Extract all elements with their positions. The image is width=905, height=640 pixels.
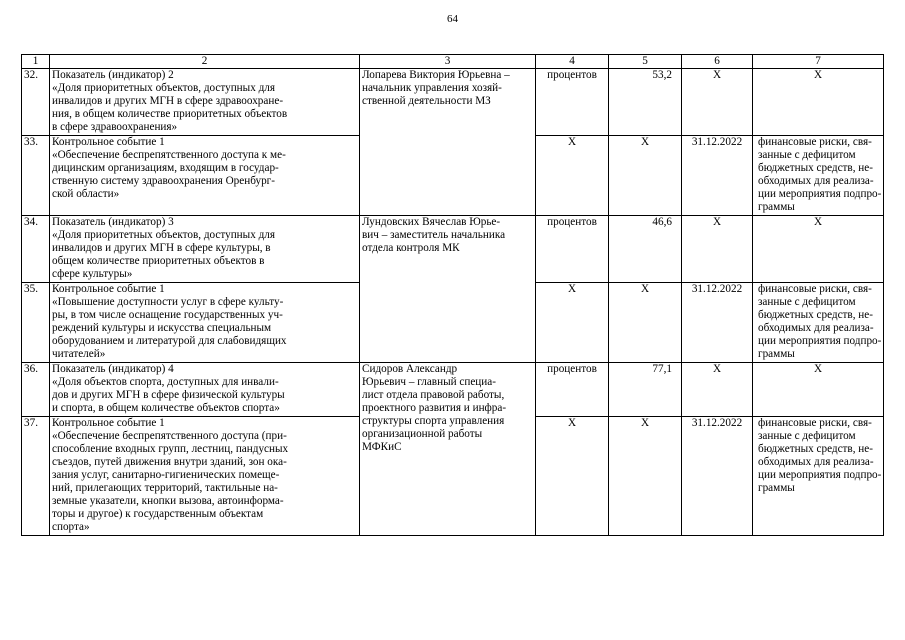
row-description (50, 136, 360, 216)
responsible-line: МФКиС (362, 441, 402, 453)
risk-line: обходимых для реализа- (758, 175, 874, 187)
responsible-person (360, 363, 536, 536)
page-number: 64 (447, 13, 458, 25)
description-line: торы и другое) к государственным объектам (52, 508, 264, 520)
risk-line: финансовые риски, свя- (758, 417, 872, 429)
description-line: Показатель (индикатор) 4 (52, 363, 174, 375)
responsible-person (360, 69, 536, 216)
risk-cell (753, 69, 884, 136)
risk-line: занные с дефицитом (758, 149, 856, 161)
description-line: реждений культуры и искусства специальным (52, 322, 272, 334)
date-cell: X (682, 69, 753, 136)
description-line: Контрольное событие 1 (52, 136, 165, 148)
description-line: инвалидов и других МГН в сфере здравоохране- (52, 95, 284, 107)
events-table (21, 54, 884, 536)
responsible-line: структуры спорта управления (362, 415, 505, 427)
description-line: ры, в том числе оснащение государственных уч- (52, 309, 283, 321)
description-line: в сфере здравоохранения» (52, 121, 178, 133)
risk-line: бюджетных средств, не- (758, 309, 873, 321)
description-line: «Доля объектов спорта, доступных для инвали- (52, 376, 279, 388)
risk-line: X (813, 363, 823, 375)
description-line: Контрольное событие 1 (52, 283, 165, 295)
description-line: ний, прилегающих территорий, тактильные на- (52, 482, 278, 494)
row-description (50, 69, 360, 136)
header-cell-3: 3 (360, 55, 536, 69)
responsible-person (360, 216, 536, 363)
row-description (50, 363, 360, 417)
description-line: дов и других МГН в сфере физической культуры (52, 389, 285, 401)
description-line: инвалидов и других МГН в сфере культуры, в (52, 242, 271, 254)
date-cell: 31.12.2022 (682, 136, 753, 216)
responsible-line: вич – заместитель начальника (362, 229, 506, 241)
description-line: Контрольное событие 1 (52, 417, 165, 429)
header-row (22, 55, 884, 69)
value-cell: X (609, 136, 682, 216)
unit-cell: X (536, 283, 609, 363)
risk-line: финансовые риски, свя- (758, 283, 872, 295)
description-line: «Доля приоритетных объектов, доступных для (52, 229, 276, 241)
risk-line: ции мероприятия подпро- (758, 469, 882, 481)
risk-line: обходимых для реализа- (758, 322, 874, 334)
date-cell: X (682, 216, 753, 283)
risk-line: граммы (758, 348, 795, 360)
description-line: зания услуг, санитарно-гигиенических помеще- (52, 469, 280, 481)
unit-cell: X (536, 417, 609, 536)
risk-cell (753, 283, 884, 363)
description-line: «Доля приоритетных объектов, доступных для (52, 82, 276, 94)
date-cell: 31.12.2022 (682, 417, 753, 536)
responsible-line: организационной работы (362, 428, 483, 440)
risk-line: обходимых для реализа- (758, 456, 874, 468)
row-description (50, 417, 360, 536)
table-row (22, 363, 884, 417)
row-number: 32. (22, 69, 50, 136)
row-number: 37. (22, 417, 50, 536)
header-cell-6: 6 (682, 55, 753, 69)
unit-cell: X (536, 136, 609, 216)
description-line: съездов, путей движения внутри зданий, зон ока- (52, 456, 287, 468)
header-cell-1: 1 (22, 55, 50, 69)
description-line: ственную систему здравоохранения Оренбург- (52, 175, 276, 187)
risk-cell (753, 363, 884, 417)
responsible-line: отдела контроля МК (362, 242, 460, 254)
row-description (50, 216, 360, 283)
risk-line: ции мероприятия подпро- (758, 335, 882, 347)
risk-line: занные с дефицитом (758, 430, 856, 442)
row-number: 33. (22, 136, 50, 216)
unit-cell: процентов (536, 69, 609, 136)
row-description (50, 283, 360, 363)
description-line: общем количестве приоритетных объектов в (52, 255, 265, 267)
description-line: ния, в общем количестве приоритетных объектов (52, 108, 288, 120)
description-line: Показатель (индикатор) 3 (52, 216, 174, 228)
responsible-line: лист отдела правовой работы, (362, 389, 505, 401)
description-line: оборудованием и литературой для слабовидящих (52, 335, 287, 347)
risk-line: X (813, 69, 823, 81)
unit-cell: процентов (536, 216, 609, 283)
description-line: «Обеспечение беспрепятственного доступа к ме- (52, 149, 286, 161)
header-cell-5: 5 (609, 55, 682, 69)
date-cell: 31.12.2022 (682, 283, 753, 363)
description-line: способление входных групп, лестниц, пандусных (52, 443, 289, 455)
risk-cell (753, 136, 884, 216)
unit-cell: процентов (536, 363, 609, 417)
risk-line: граммы (758, 201, 795, 213)
risk-line: бюджетных средств, не- (758, 162, 873, 174)
risk-line: ции мероприятия подпро- (758, 188, 882, 200)
description-line: «Обеспечение беспрепятственного доступа (при- (52, 430, 287, 442)
header-cell-2: 2 (50, 55, 360, 69)
description-line: «Повышение доступности услуг в сфере культу- (52, 296, 284, 308)
table-row (22, 216, 884, 283)
header-cell-7: 7 (753, 55, 884, 69)
description-line: Показатель (индикатор) 2 (52, 69, 174, 81)
description-line: сфере культуры» (52, 268, 133, 280)
responsible-line: Лопарева Виктория Юрьевна – (362, 69, 510, 81)
value-cell: 77,1 (609, 363, 682, 417)
value-cell: X (609, 283, 682, 363)
responsible-line: Лундовских Вячеслав Юрье- (362, 216, 501, 228)
description-line: дицинским организациям, входящим в государ- (52, 162, 279, 174)
description-line: и спорта, в общем количестве объектов спорта» (52, 402, 280, 414)
description-line: спорта» (52, 521, 90, 533)
risk-line: X (813, 216, 823, 228)
risk-line: граммы (758, 482, 795, 494)
date-cell: X (682, 363, 753, 417)
responsible-line: Юрьевич – главный специа- (362, 376, 496, 388)
risk-line: бюджетных средств, не- (758, 443, 873, 455)
responsible-line: ственной деятельности МЗ (362, 95, 491, 107)
row-number: 36. (22, 363, 50, 417)
risk-line: финансовые риски, свя- (758, 136, 872, 148)
responsible-line: проектного развития и инфра- (362, 402, 507, 414)
value-cell: 46,6 (609, 216, 682, 283)
description-line: читателей» (52, 348, 106, 360)
responsible-line: начальник управления хозяй- (362, 82, 502, 94)
risk-cell (753, 216, 884, 283)
row-number: 35. (22, 283, 50, 363)
risk-line: занные с дефицитом (758, 296, 856, 308)
value-cell: 53,2 (609, 69, 682, 136)
description-line: ской области» (52, 188, 120, 200)
description-line: земные указатели, кнопки вызова, автоинформа- (52, 495, 284, 507)
table-row (22, 69, 884, 136)
risk-cell (753, 417, 884, 536)
row-number: 34. (22, 216, 50, 283)
responsible-line: Сидоров Александр (362, 363, 458, 375)
header-cell-4: 4 (536, 55, 609, 69)
value-cell: X (609, 417, 682, 536)
